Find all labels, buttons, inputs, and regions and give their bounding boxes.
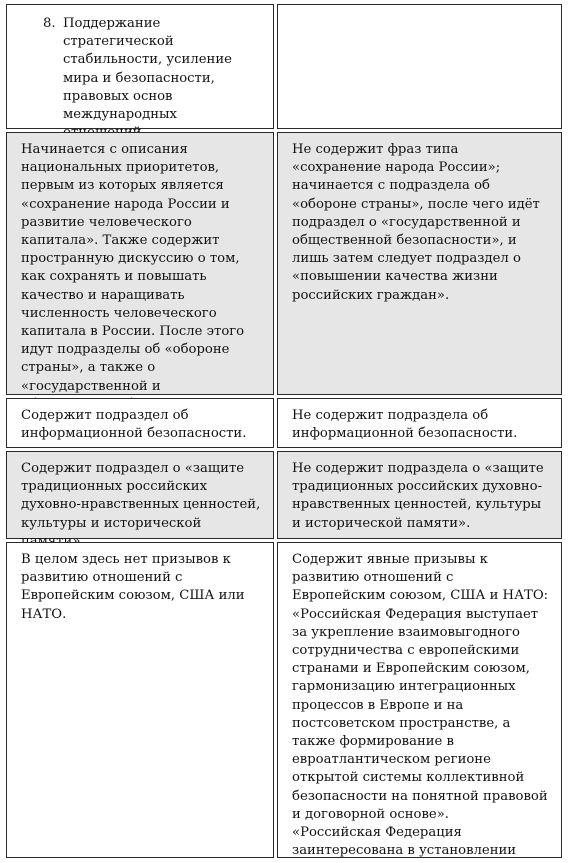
cell-text: В целом здесь нет призывов к развитию отношений с Европейским союзом, США или НАТО. — [21, 552, 245, 622]
table-cell-row2-right — [277, 132, 562, 395]
list-item-text: Поддержание стратегической стабильности, усиление мира и безопасности, правовых основ международных — [63, 16, 232, 123]
cell-text: Содержит подраздел о «защите традиционных российских духовно-нравственных ценностей, культуры и исторической — [21, 461, 261, 531]
table-cell-row1-right — [277, 4, 562, 129]
table-cell-row4-right — [277, 451, 562, 539]
table-cell-row5-left — [6, 542, 274, 858]
table-cell-row4-left — [6, 451, 274, 539]
cell-text: Начинается с описания национальных приоритетов, первым из которых является «сохранение народа России и развитие человеческого капитала». Также содержит пространную дискуссию о том, как сохранять и повышать качество и наращивать численность человеческого капитала в России. После этого идут подразделы об «обороне страны», а также о «государственной и — [21, 142, 245, 394]
cell-text-quote: «Российская Федерация выступает за укрепление взаимовыгодного сотрудничества с европейскими странами и Европейским союзом, гармонизацию интеграционных процессов в Европе и на постсоветском пространстве, а также формирование в евроатлантическом регионе открытой системы коллективной безопасности на понятной правовой и договорной основе». — [292, 606, 548, 822]
cell-text-quote: «Российская Федерация заинтересована в установлении — [292, 825, 517, 859]
numbered-list-item — [21, 15, 263, 142]
table-cell-row5-right — [277, 542, 562, 858]
table-cell-row2-left — [6, 132, 274, 395]
cell-text: Содержит подраздел об информационной безопасности. — [21, 408, 247, 442]
table-cell-row3-left — [6, 398, 274, 448]
table-cell-row3-right — [277, 398, 562, 448]
cell-text: Не содержит подраздела об информационной безопасности. — [292, 408, 518, 442]
list-item-number: 8. — [43, 16, 56, 31]
cell-text-intro: Содержит явные призывы к развитию отношений с Европейским союзом, США и НАТО: — [292, 552, 549, 604]
cell-text: Не содержит подраздела о «защите традиционных российских духовно-нравственных ценностей, культуры и исторической памяти». — [292, 461, 544, 531]
table-cell-row1-left — [6, 4, 274, 129]
cell-text: Не содержит фраз типа «сохранение народа России»; начинается с подраздела об «обороне страны», после чего идёт подраздел о «государственной и общественной безопасности», и лишь затем следует подраздел о «повышении качества жизни российских граждан». — [292, 142, 540, 303]
